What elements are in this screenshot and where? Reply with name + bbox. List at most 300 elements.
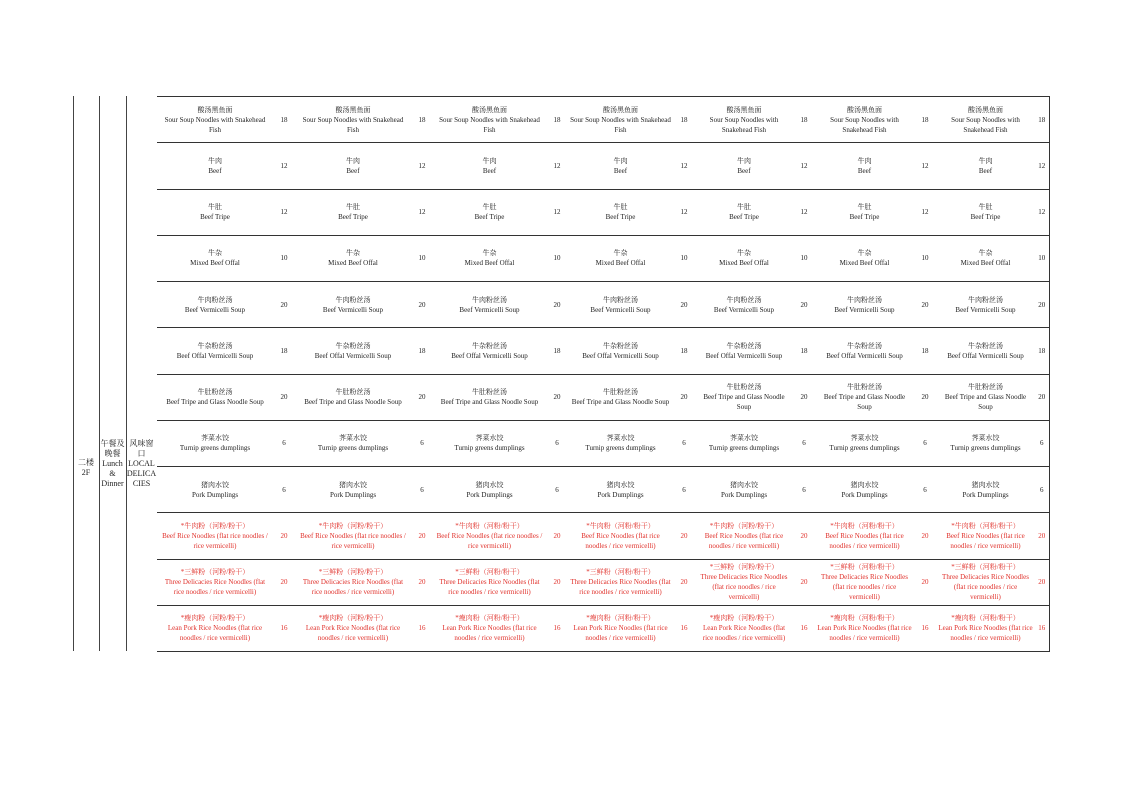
dish-cell [936, 235, 1035, 281]
dish-cell [433, 328, 546, 374]
dish-name-zh: 牛肚 [737, 203, 751, 212]
dish-name-zh: *三鲜粉（河粉/粉干） [180, 568, 250, 577]
dish-name-zh: 猪肉水饺 [606, 480, 635, 489]
dish-price: 12 [411, 143, 433, 189]
dish-cell [568, 143, 673, 189]
dish-cell [295, 97, 411, 143]
dish-price: 20 [546, 282, 568, 328]
dish-name-zh: 牛肚粉丝汤 [968, 383, 1003, 392]
dish-price: 12 [914, 189, 936, 235]
dish-name-zh: 酸汤黑鱼面 [726, 105, 762, 114]
dish-cell [936, 467, 1035, 513]
dish-cell [295, 420, 411, 466]
dish-name-en: Beef Tripe and Glass Noodle Soup [304, 398, 402, 407]
dish-name-zh: *瘦肉粉（河粉/粉干） [318, 614, 388, 623]
dish-cell [568, 420, 673, 466]
dish-cell [936, 559, 1035, 605]
dish-price: 6 [793, 420, 815, 466]
dish-name-en: Beef Offal Vermicelli Soup [451, 351, 528, 360]
dish-price: 20 [1035, 559, 1049, 605]
dish-name-en: Three Delicacies Rice Noodles (flat rice noodles / rice vermicelli) [439, 578, 540, 597]
dish-price: 20 [793, 513, 815, 559]
dish-name-en: Beef [857, 166, 872, 175]
dish-name-zh: *三鲜粉（河粉/粉干） [951, 563, 1020, 572]
dish-cell [433, 282, 546, 328]
dish-price: 20 [411, 374, 433, 420]
dish-name-en: Sour Soup Noodles with Snakehead Fish [164, 115, 266, 134]
dish-name-zh: *三鲜粉（河粉/粉干） [586, 568, 655, 577]
dish-price: 12 [1035, 143, 1049, 189]
dish-cell [433, 559, 546, 605]
dish-name-en: Beef [613, 166, 628, 175]
dish-name-en: Beef Vermicelli Soup [184, 305, 246, 314]
dish-cell [295, 235, 411, 281]
dish-price: 18 [793, 328, 815, 374]
dish-cell [157, 328, 273, 374]
dish-name-zh: 牛肉 [482, 156, 497, 165]
dish-price: 6 [673, 467, 695, 513]
dish-name-en: Beef Rice Noodles (flat rice noodles / rice vermicelli) [300, 531, 406, 550]
dish-name-en: Pork Dumplings [720, 490, 768, 499]
menu-row [157, 97, 1049, 143]
dish-price: 6 [914, 467, 936, 513]
dish-cell [568, 97, 673, 143]
dish-name-en: Beef Tripe and Glass Noodle Soup [166, 398, 264, 407]
dish-name-zh: *瘦肉粉（河粉/粉干） [709, 614, 779, 623]
divider-meal [126, 96, 127, 651]
dish-name-zh: 猪肉水饺 [971, 480, 1000, 489]
dish-name-zh: 牛杂 [857, 249, 872, 258]
dish-name-zh: *牛肉粉（河粉/粉干） [951, 521, 1020, 530]
dish-cell [295, 282, 411, 328]
dish-name-zh: 牛肉 [737, 156, 751, 165]
dish-name-zh: *三鲜粉（河粉/粉干） [318, 568, 388, 577]
dish-cell [295, 467, 411, 513]
dish-price: 10 [914, 235, 936, 281]
dish-price: 18 [411, 328, 433, 374]
dish-name-en: Pork Dumplings [329, 490, 377, 499]
dish-name-en: Lean Pork Rice Noodles (flat rice noodles / rice vermicelli) [817, 624, 912, 643]
dish-name-en: Beef Rice Noodles (flat rice noodles / rice vermicelli) [436, 531, 543, 550]
dish-cell [157, 189, 273, 235]
dish-name-zh: 牛肉粉丝汤 [726, 295, 762, 304]
dish-price: 12 [673, 143, 695, 189]
dish-name-zh: 牛杂 [978, 249, 993, 258]
dish-name-zh: *瘦肉粉（河粉/粉干） [180, 614, 250, 623]
dish-name-zh: *瘦肉粉（河粉/粉干） [586, 614, 655, 623]
dish-name-zh: 荠菜水饺 [971, 434, 1000, 443]
dish-name-en: Mixed Beef Offal [595, 259, 646, 268]
dish-name-en: Beef Offal Vermicelli Soup [705, 351, 783, 360]
dish-price: 18 [673, 97, 695, 143]
dish-name-zh: 猪肉水饺 [475, 480, 504, 489]
dish-price: 20 [273, 513, 295, 559]
dish-name-en: Lean Pork Rice Noodles (flat rice noodles / rice vermicelli) [442, 624, 537, 643]
dish-price: 12 [914, 143, 936, 189]
dish-name-zh: 牛肚 [613, 203, 628, 212]
dish-price: 20 [273, 559, 295, 605]
dish-name-en: Pork Dumplings [841, 490, 888, 499]
dish-price: 18 [546, 328, 568, 374]
dish-name-en: Sour Soup Noodles with Snakehead Fish [951, 115, 1020, 134]
dish-price: 20 [673, 513, 695, 559]
dish-cell [815, 467, 914, 513]
dish-name-en: Beef Rice Noodles (flat rice noodles / rice vermicelli) [581, 531, 660, 550]
dish-cell [815, 374, 914, 420]
dish-cell [695, 420, 793, 466]
dish-name-zh: 牛肚粉丝汤 [472, 388, 507, 397]
dish-name-zh: 牛肉粉丝汤 [847, 295, 882, 304]
dish-name-zh: 牛肚粉丝汤 [847, 383, 882, 392]
dish-name-zh: 牛杂粉丝汤 [472, 341, 507, 350]
dish-name-en: Pork Dumplings [191, 490, 239, 499]
dish-cell [568, 189, 673, 235]
dish-price: 20 [914, 282, 936, 328]
dish-cell [433, 97, 546, 143]
divider-floor [99, 96, 100, 651]
dish-name-en: Turnip greens dumplings [829, 444, 900, 453]
dish-name-en: Mixed Beef Offal [190, 259, 240, 268]
dish-name-zh: 酸汤黑鱼面 [968, 105, 1003, 114]
dish-name-zh: 牛杂粉丝汤 [968, 341, 1003, 350]
dish-price: 10 [673, 235, 695, 281]
dish-cell [157, 235, 273, 281]
dish-cell [568, 513, 673, 559]
menu-table [157, 96, 1050, 652]
dish-cell [695, 235, 793, 281]
dish-name-en: Beef Tripe [474, 213, 505, 222]
dish-price: 16 [411, 605, 433, 651]
dish-price: 12 [546, 143, 568, 189]
dish-name-zh: 牛杂粉丝汤 [603, 341, 638, 350]
dish-cell [815, 513, 914, 559]
dish-name-zh: 荠菜水饺 [201, 434, 229, 443]
dish-name-en: Beef Vermicelli Soup [590, 305, 651, 314]
dish-price: 20 [914, 374, 936, 420]
dish-name-zh: 牛肉粉丝汤 [335, 295, 371, 304]
meal-label: 午餐及 晚餐 Lunch & Dinner [100, 439, 125, 488]
dish-price: 18 [273, 328, 295, 374]
dish-name-zh: 牛肚 [346, 203, 360, 212]
dish-price: 10 [273, 235, 295, 281]
dish-cell [815, 559, 914, 605]
dish-price: 18 [914, 97, 936, 143]
dish-name-en: Pork Dumplings [466, 490, 513, 499]
menu-row [157, 328, 1049, 374]
dish-name-en: Pork Dumplings [962, 490, 1009, 499]
dish-cell [568, 374, 673, 420]
dish-name-en: Turnip greens dumplings [454, 444, 525, 453]
dish-name-en: Beef [482, 166, 497, 175]
dish-name-zh: 牛肉 [208, 156, 222, 165]
dish-price: 18 [914, 328, 936, 374]
dish-name-zh: 荠菜水饺 [730, 434, 758, 443]
dish-name-en: Beef Rice Noodles (flat rice noodles / rice vermicelli) [704, 531, 784, 550]
dish-cell [295, 559, 411, 605]
dish-price: 12 [273, 143, 295, 189]
dish-name-zh: 牛杂 [208, 249, 222, 258]
dish-cell [695, 97, 793, 143]
dish-cell [157, 559, 273, 605]
dish-cell [433, 143, 546, 189]
dish-name-en: Beef Offal Vermicelli Soup [947, 351, 1024, 360]
dish-name-zh: 牛杂 [482, 249, 497, 258]
dish-name-en: Beef [346, 166, 360, 175]
dish-name-en: Beef Tripe [200, 213, 230, 222]
dish-price: 12 [411, 189, 433, 235]
dish-name-en: Beef [978, 166, 993, 175]
dish-name-zh: 牛肚粉丝汤 [197, 388, 233, 397]
dish-cell [157, 420, 273, 466]
dish-cell [295, 143, 411, 189]
dish-name-en: Beef Tripe and Glass Noodle Soup [571, 398, 670, 407]
dish-cell [815, 143, 914, 189]
dish-cell [815, 282, 914, 328]
dish-name-zh: 牛肉 [613, 156, 628, 165]
dish-price: 18 [1035, 328, 1049, 374]
dish-name-en: Beef Offal Vermicelli Soup [314, 351, 392, 360]
dish-name-en: Sour Soup Noodles with Snakehead Fish [830, 115, 899, 134]
dish-name-en: Beef Tripe and Glass Noodle Soup [944, 393, 1027, 412]
dish-price: 20 [1035, 513, 1049, 559]
dish-name-zh: *牛肉粉（河粉/粉干） [586, 521, 655, 530]
dish-name-en: Turnip greens dumplings [317, 444, 389, 453]
dish-name-en: Mixed Beef Offal [464, 259, 515, 268]
dish-price: 20 [411, 559, 433, 605]
dish-cell [157, 374, 273, 420]
dish-name-zh: 牛杂粉丝汤 [726, 341, 762, 350]
dish-cell [568, 282, 673, 328]
dish-price: 18 [411, 97, 433, 143]
dish-name-zh: *三鲜粉（河粉/粉干） [830, 563, 899, 572]
dish-name-zh: 牛肚 [482, 203, 497, 212]
dish-name-en: Turnip greens dumplings [179, 444, 251, 453]
dish-name-en: Turnip greens dumplings [585, 444, 656, 453]
dish-price: 6 [673, 420, 695, 466]
dish-name-en: Beef Vermicelli Soup [322, 305, 384, 314]
dish-price: 10 [411, 235, 433, 281]
dish-price: 20 [914, 513, 936, 559]
dish-cell [568, 467, 673, 513]
dish-cell [936, 189, 1035, 235]
dish-cell [815, 420, 914, 466]
dish-name-zh: *瘦肉粉（河粉/粉干） [830, 614, 899, 623]
dish-price: 10 [1035, 235, 1049, 281]
dish-name-zh: *瘦肉粉（河粉/粉干） [951, 614, 1020, 623]
dish-name-en: Lean Pork Rice Noodles (flat rice noodles / rice vermicelli) [573, 624, 668, 643]
dish-name-zh: 牛肚 [857, 203, 872, 212]
dish-name-zh: 酸汤黑鱼面 [335, 105, 371, 114]
dish-name-zh: 牛杂 [737, 249, 751, 258]
dish-name-en: Three Delicacies Rice Noodles (flat rice noodles / rice vermicelli) [700, 573, 788, 602]
menu-row [157, 605, 1049, 651]
dish-cell [815, 97, 914, 143]
dish-cell [568, 605, 673, 651]
dish-name-zh: *三鲜粉（河粉/粉干） [709, 563, 779, 572]
dish-name-en: Sour Soup Noodles with Snakehead Fish [709, 115, 779, 134]
dish-name-en: Beef Tripe and Glass Noodle Soup [440, 398, 539, 407]
dish-cell [433, 605, 546, 651]
dish-price: 16 [914, 605, 936, 651]
dish-price: 10 [546, 235, 568, 281]
dish-name-en: Three Delicacies Rice Noodles (flat rice noodles / rice vermicelli) [302, 578, 404, 597]
dish-name-en: Mixed Beef Offal [839, 259, 890, 268]
dish-name-en: Beef [208, 166, 222, 175]
dish-cell [695, 559, 793, 605]
dish-price: 12 [793, 189, 815, 235]
dish-price: 6 [914, 420, 936, 466]
dish-name-zh: 牛肚粉丝汤 [603, 388, 638, 397]
dish-price: 12 [546, 189, 568, 235]
dish-cell [157, 605, 273, 651]
dish-name-en: Beef Tripe [849, 213, 880, 222]
dish-name-zh: 牛肉粉丝汤 [603, 295, 638, 304]
menu-row [157, 235, 1049, 281]
dish-name-en: Three Delicacies Rice Noodles (flat rice noodles / rice vermicelli) [570, 578, 671, 597]
dish-cell [936, 420, 1035, 466]
dish-name-zh: 酸汤黑鱼面 [603, 105, 638, 114]
dish-cell [295, 374, 411, 420]
dish-cell [936, 328, 1035, 374]
dish-price: 16 [1035, 605, 1049, 651]
dish-cell [695, 374, 793, 420]
dish-name-en: Beef Vermicelli Soup [955, 305, 1016, 314]
dish-name-zh: *牛肉粉（河粉/粉干） [709, 521, 779, 530]
dish-cell [295, 328, 411, 374]
dish-cell [433, 467, 546, 513]
dish-name-en: Beef Offal Vermicelli Soup [582, 351, 659, 360]
dish-name-zh: 酸汤黑鱼面 [197, 105, 233, 114]
dish-price: 6 [411, 420, 433, 466]
menu-row [157, 143, 1049, 189]
dish-cell [568, 328, 673, 374]
dish-price: 16 [273, 605, 295, 651]
dish-price: 20 [273, 282, 295, 328]
dish-cell [433, 420, 546, 466]
left-border [73, 96, 74, 651]
dish-price: 20 [546, 559, 568, 605]
dish-name-zh: 荠菜水饺 [475, 434, 504, 443]
menu-row [157, 282, 1049, 328]
dish-price: 10 [793, 235, 815, 281]
dish-price: 12 [673, 189, 695, 235]
dish-name-en: Beef Vermicelli Soup [834, 305, 895, 314]
menu-row [157, 467, 1049, 513]
menu-row [157, 189, 1049, 235]
left-category-column [73, 96, 157, 651]
dish-name-zh: 牛肚粉丝汤 [726, 383, 762, 392]
dish-name-zh: 牛肚粉丝汤 [335, 388, 371, 397]
dish-cell [157, 467, 273, 513]
dish-cell [157, 97, 273, 143]
dish-cell [936, 143, 1035, 189]
dish-name-zh: *牛肉粉（河粉/粉干） [318, 521, 388, 530]
dish-price: 18 [1035, 97, 1049, 143]
window-label: 风味窗 口 LOCAL DELICA CIES [126, 439, 157, 488]
dish-cell [815, 189, 914, 235]
dish-name-en: Beef Tripe [338, 213, 368, 222]
dish-price: 20 [793, 374, 815, 420]
dish-name-en: Turnip greens dumplings [708, 444, 780, 453]
dish-name-zh: 猪肉水饺 [201, 480, 229, 489]
dish-name-zh: 牛杂 [346, 249, 360, 258]
dish-name-en: Sour Soup Noodles with Snakehead Fish [439, 115, 540, 134]
dish-name-zh: *牛肉粉（河粉/粉干） [180, 521, 250, 530]
dish-name-zh: 牛肉粉丝汤 [472, 295, 507, 304]
dish-price: 20 [1035, 374, 1049, 420]
dish-price: 12 [793, 143, 815, 189]
dish-cell [433, 235, 546, 281]
dish-name-zh: 牛肚 [978, 203, 993, 212]
dish-name-en: Lean Pork Rice Noodles (flat rice noodles / rice vermicelli) [167, 624, 263, 643]
dish-name-en: Beef Vermicelli Soup [713, 305, 775, 314]
menu-row [157, 559, 1049, 605]
dish-price: 16 [793, 605, 815, 651]
dish-name-zh: 牛肚 [208, 203, 222, 212]
dish-name-zh: 猪肉水饺 [850, 480, 879, 489]
dish-cell [695, 467, 793, 513]
dish-price: 20 [914, 559, 936, 605]
dish-name-en: Beef Offal Vermicelli Soup [826, 351, 903, 360]
dish-name-zh: 荠菜水饺 [606, 434, 635, 443]
dish-name-en: Three Delicacies Rice Noodles (flat rice noodles / rice vermicelli) [164, 578, 266, 597]
dish-cell [568, 235, 673, 281]
dish-name-en: Three Delicacies Rice Noodles (flat rice noodles / rice vermicelli) [942, 573, 1029, 602]
dish-name-en: Mixed Beef Offal [960, 259, 1011, 268]
dish-price: 6 [546, 467, 568, 513]
dish-cell [815, 328, 914, 374]
dish-price: 6 [273, 420, 295, 466]
dish-cell [815, 235, 914, 281]
menu-row [157, 374, 1049, 420]
dish-price: 20 [673, 559, 695, 605]
dish-name-en: Three Delicacies Rice Noodles (flat rice noodles / rice vermicelli) [821, 573, 908, 602]
dish-price: 6 [1035, 467, 1049, 513]
dish-cell [568, 559, 673, 605]
dish-name-en: Beef Rice Noodles (flat rice noodles / rice vermicelli) [946, 531, 1025, 550]
dish-price: 18 [793, 97, 815, 143]
dish-name-en: Sour Soup Noodles with Snakehead Fish [302, 115, 404, 134]
dish-name-en: Beef [737, 166, 751, 175]
dish-price: 20 [546, 513, 568, 559]
dish-cell [157, 282, 273, 328]
dish-price: 20 [411, 513, 433, 559]
dish-price: 18 [273, 97, 295, 143]
dish-price: 20 [673, 374, 695, 420]
dish-cell [695, 513, 793, 559]
dish-name-en: Lean Pork Rice Noodles (flat rice noodles / rice vermicelli) [702, 624, 786, 643]
dish-name-en: Turnip greens dumplings [950, 444, 1021, 453]
dish-price: 20 [1035, 282, 1049, 328]
dish-name-en: Beef Vermicelli Soup [459, 305, 520, 314]
dish-price: 16 [546, 605, 568, 651]
dish-name-en: Sour Soup Noodles with Snakehead Fish [570, 115, 671, 134]
dish-name-zh: *牛肉粉（河粉/粉干） [455, 521, 524, 530]
dish-cell [695, 143, 793, 189]
dish-price: 18 [546, 97, 568, 143]
dish-price: 6 [793, 467, 815, 513]
dish-cell [936, 374, 1035, 420]
dish-name-en: Beef Tripe and Glass Noodle Soup [703, 393, 785, 412]
dish-name-zh: 牛肉 [978, 156, 993, 165]
dish-price: 6 [1035, 420, 1049, 466]
dish-cell [295, 189, 411, 235]
dish-name-zh: 牛肉粉丝汤 [197, 295, 233, 304]
dish-cell [433, 513, 546, 559]
dish-cell [695, 282, 793, 328]
dish-price: 6 [273, 467, 295, 513]
dish-name-en: Beef Tripe [605, 213, 636, 222]
